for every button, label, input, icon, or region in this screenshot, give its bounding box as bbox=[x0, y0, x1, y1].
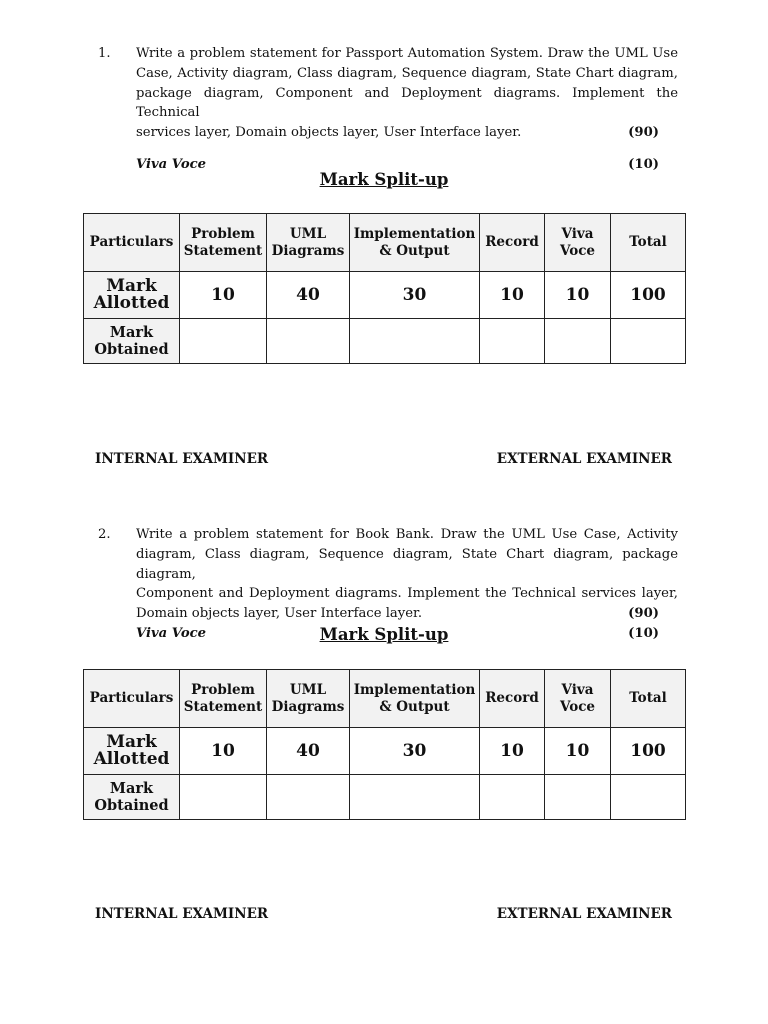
cell-allotted-implementation-output: 30 bbox=[350, 272, 480, 319]
question-text-line: Write a problem statement for Passport Automation System. Draw the UML Use bbox=[136, 46, 678, 61]
cell-allotted-viva-voce: 10 bbox=[545, 728, 611, 775]
question-1 bbox=[98, 44, 678, 175]
header-total: Total bbox=[611, 214, 686, 272]
header-problem-statement: Problem Statement bbox=[180, 214, 267, 272]
cell-allotted-uml-diagrams: 40 bbox=[267, 728, 350, 775]
cell-allotted-uml-diagrams: 40 bbox=[267, 272, 350, 319]
question-text-line: Component and Deployment diagrams. Implement the Technical services layer, bbox=[136, 586, 678, 602]
main-marks: (90) bbox=[628, 125, 659, 141]
mark-split-up-heading: Mark Split-up bbox=[319, 170, 449, 189]
cell-allotted-record: 10 bbox=[480, 272, 545, 319]
header-particulars: Particulars bbox=[84, 670, 180, 728]
header-viva-voce: Viva Voce bbox=[545, 214, 611, 272]
question-text-line: Case, Activity diagram, Class diagram, Sequence diagram, State Chart diagram, bbox=[136, 65, 678, 81]
external-examiner-label: EXTERNAL EXAMINER bbox=[496, 906, 672, 922]
cell-allotted-total: 100 bbox=[611, 728, 686, 775]
internal-examiner-label: INTERNAL EXAMINER bbox=[95, 451, 269, 467]
table-row-mark-obtained bbox=[84, 775, 686, 820]
question-number: 1. bbox=[98, 46, 111, 61]
mark-split-table bbox=[83, 213, 686, 364]
question-text-line: Write a problem statement for Book Bank. Draw the UML Use Case, Activity bbox=[136, 527, 678, 542]
external-examiner-label: EXTERNAL EXAMINER bbox=[496, 451, 672, 467]
main-marks: (90) bbox=[628, 606, 659, 622]
cell-allotted-total: 100 bbox=[611, 272, 686, 319]
viva-voce-marks: (10) bbox=[628, 626, 659, 642]
cell-obtained-viva-voce bbox=[545, 319, 611, 364]
cell-obtained-problem-statement bbox=[180, 775, 267, 820]
table-row-mark-obtained bbox=[84, 319, 686, 364]
cell-allotted-record: 10 bbox=[480, 728, 545, 775]
cell-allotted-implementation-output: 30 bbox=[350, 728, 480, 775]
row-label-mark-obtained: Mark Obtained bbox=[84, 319, 180, 364]
header-problem-statement: Problem Statement bbox=[180, 670, 267, 728]
question-text-line: diagram, Class diagram, Sequence diagram, State Chart diagram, package diagram, bbox=[136, 546, 678, 582]
viva-voce-label: Viva Voce bbox=[136, 157, 207, 173]
table-header-row bbox=[84, 670, 686, 728]
internal-examiner-label: INTERNAL EXAMINER bbox=[95, 906, 269, 922]
cell-obtained-viva-voce bbox=[545, 775, 611, 820]
header-record: Record bbox=[480, 214, 545, 272]
header-implementation-output: Implementation & Output bbox=[350, 670, 480, 728]
header-record: Record bbox=[480, 670, 545, 728]
header-viva-voce: Viva Voce bbox=[545, 670, 611, 728]
row-label-mark-allotted: Mark Allotted bbox=[84, 728, 180, 775]
cell-allotted-problem-statement: 10 bbox=[180, 272, 267, 319]
viva-voce-marks: (10) bbox=[628, 157, 659, 173]
table-row-mark-allotted bbox=[84, 728, 686, 775]
cell-obtained-uml-diagrams bbox=[267, 319, 350, 364]
question-text-line: Domain objects layer, User Interface layer. bbox=[136, 606, 423, 622]
table-header-row bbox=[84, 214, 686, 272]
header-uml-diagrams: UML Diagrams bbox=[267, 670, 350, 728]
header-uml-diagrams: UML Diagrams bbox=[267, 214, 350, 272]
header-particulars: Particulars bbox=[84, 214, 180, 272]
cell-obtained-total bbox=[611, 319, 686, 364]
question-number: 2. bbox=[98, 527, 111, 542]
cell-obtained-uml-diagrams bbox=[267, 775, 350, 820]
mark-split-up-heading: Mark Split-up bbox=[319, 625, 449, 644]
cell-obtained-record bbox=[480, 775, 545, 820]
cell-obtained-record bbox=[480, 319, 545, 364]
cell-obtained-implementation-output bbox=[350, 319, 480, 364]
cell-allotted-problem-statement: 10 bbox=[180, 728, 267, 775]
table-row-mark-allotted bbox=[84, 272, 686, 319]
header-implementation-output: Implementation & Output bbox=[350, 214, 480, 272]
cell-obtained-implementation-output bbox=[350, 775, 480, 820]
cell-allotted-viva-voce: 10 bbox=[545, 272, 611, 319]
row-label-mark-allotted: Mark Allotted bbox=[84, 272, 180, 319]
mark-split-table bbox=[83, 669, 686, 820]
question-text-line: package diagram, Component and Deployment diagrams. Implement the Technical bbox=[136, 85, 678, 121]
viva-voce-label: Viva Voce bbox=[136, 626, 207, 642]
row-label-mark-obtained: Mark Obtained bbox=[84, 775, 180, 820]
cell-obtained-total bbox=[611, 775, 686, 820]
question-text-line: services layer, Domain objects layer, User Interface layer. bbox=[136, 125, 522, 141]
header-total: Total bbox=[611, 670, 686, 728]
cell-obtained-problem-statement bbox=[180, 319, 267, 364]
